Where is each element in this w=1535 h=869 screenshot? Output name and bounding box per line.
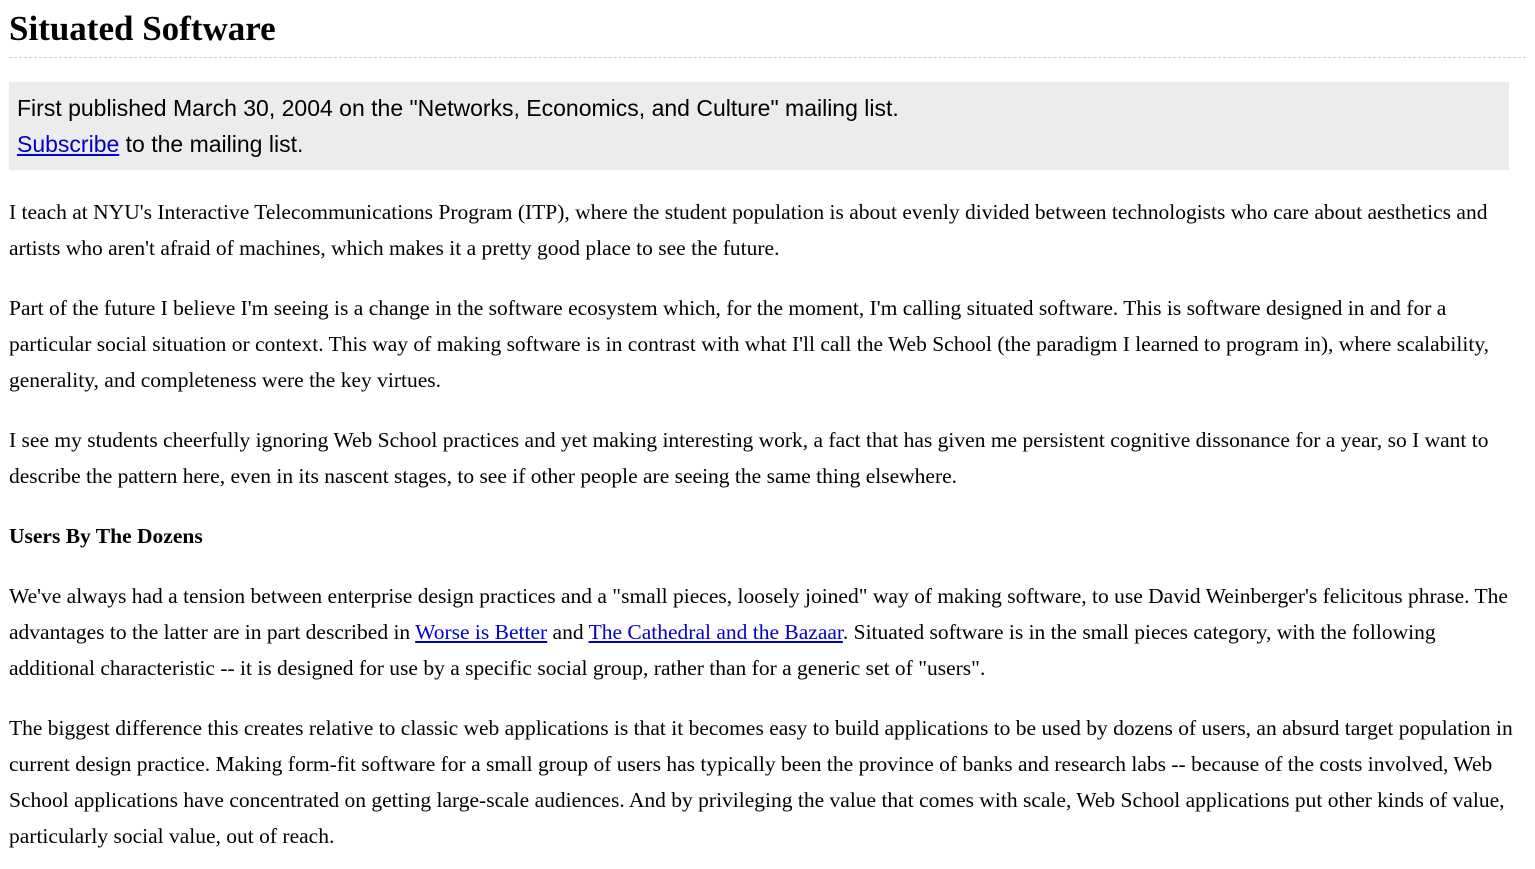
paragraph-students: I see my students cheerfully ignoring Web School practices and yet making interesting work, a fact that has given me persistent cognitive dissonance for a year, so I want to describe the pattern here, even in its nascent stages, to see if other people are seeing the same thing elsewhere. — [9, 428, 1489, 488]
subscribe-link[interactable]: Subscribe — [17, 131, 120, 157]
paragraph-tension-text-2: and — [547, 620, 589, 644]
paragraph-tension-text-1: We've always had a tension between enterprise design practices and a "small pieces, loosely joined" way of making software, to use David Weinberger's felicitous phrase. The advantages to the latter are in part described in — [9, 584, 1508, 644]
subscribe-line-text: to the mailing list. — [119, 131, 304, 157]
paragraph-itp-intro: I teach at NYU's Interactive Telecommunications Program (ITP), where the student population is about evenly divided between technologists who care about aesthetics and artists who aren't afraid of machines, which makes it a pretty good place to see the future. — [9, 200, 1488, 260]
worse-is-better-link[interactable]: Worse is Better — [415, 620, 548, 644]
article-body — [9, 194, 1526, 854]
paragraph-tension-text-3: . Situated software is in the small pieces category, with the following additional characteristic -- it is designed for use by a specific social group, rather than for a generic set of "users". — [9, 620, 1436, 680]
paragraph-tension — [9, 578, 1526, 686]
paragraph-situated-software: Part of the future I believe I'm seeing is a change in the software ecosystem which, for the moment, I'm calling situated software. This is software designed in and for a particular social situation or context. This way of making software is in contrast with what I'll call the Web School (the paradigm I learned to program in), where scalability, generality, and completeness were the key virtues. — [9, 296, 1490, 392]
paragraph-biggest-difference: The biggest difference this creates relative to classic web applications is that it becomes easy to build applications to be used by dozens of users, an absurd target population in current design practice. Making form-fit software for a small group of users has typically been the province of banks and research labs -- because of the costs involved, Web School applications have concentrated on getting large-scale audiences. And by privileging the value that comes with scale, Web School applications put other kinds of value, particularly social value, out of reach. — [9, 716, 1513, 848]
page-title: Situated Software — [9, 8, 1526, 58]
section-heading-users-by-the-dozens: Users By The Dozens — [9, 524, 203, 548]
subscribe-line — [17, 126, 1501, 162]
publication-line: First published March 30, 2004 on the "Networks, Economics, and Culture" mailing list. — [17, 95, 899, 121]
publication-notice — [9, 82, 1509, 170]
cathedral-and-bazaar-link[interactable]: The Cathedral and the Bazaar — [588, 620, 843, 644]
